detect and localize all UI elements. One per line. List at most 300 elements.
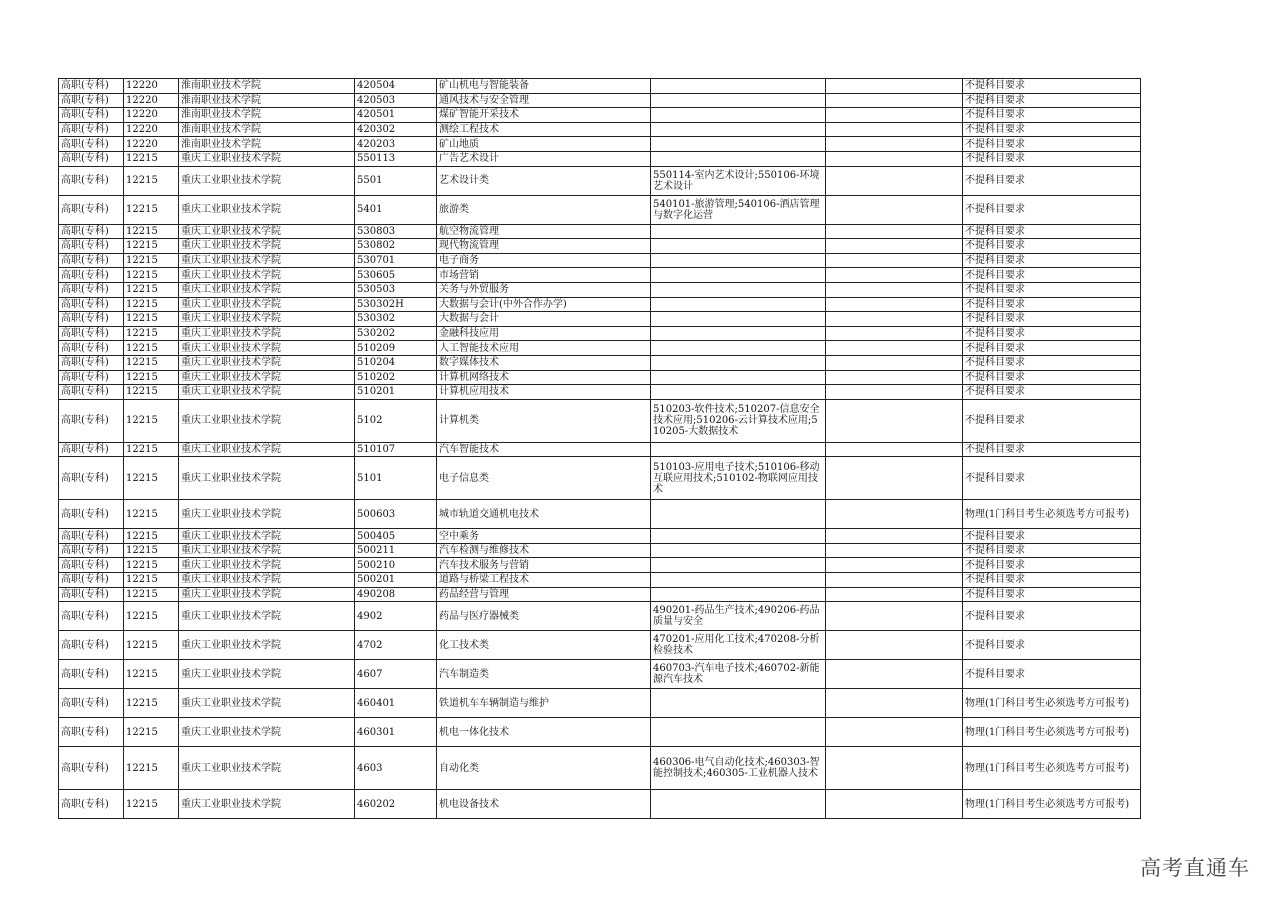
school-name-cell: 重庆工业职业技术学院	[179, 631, 355, 660]
note-cell	[826, 747, 963, 790]
subject-requirement-cell: 不提科目要求	[963, 268, 1141, 283]
level-cell: 高职(专科)	[59, 660, 124, 689]
school-name-cell: 重庆工业职业技术学院	[179, 355, 355, 370]
school-name-cell: 重庆工业职业技术学院	[179, 341, 355, 356]
major-name-cell: 药品经营与管理	[437, 587, 651, 602]
school-name-cell: 重庆工业职业技术学院	[179, 660, 355, 689]
major-code-cell: 4603	[355, 747, 437, 790]
note-cell	[826, 355, 963, 370]
note-cell	[826, 543, 963, 558]
table-row	[59, 442, 1141, 457]
subject-requirement-cell: 不提科目要求	[963, 660, 1141, 689]
table-row	[59, 166, 1141, 195]
major-name-cell: 金融科技应用	[437, 326, 651, 341]
table-row	[59, 500, 1141, 529]
level-cell: 高职(专科)	[59, 573, 124, 588]
level-cell: 高职(专科)	[59, 151, 124, 166]
school-name-cell: 重庆工业职业技术学院	[179, 587, 355, 602]
major-code-cell: 490208	[355, 587, 437, 602]
note-cell	[826, 500, 963, 529]
table-row	[59, 297, 1141, 312]
school-code-cell: 12220	[124, 122, 179, 137]
level-cell: 高职(专科)	[59, 93, 124, 108]
subject-requirement-cell: 不提科目要求	[963, 385, 1141, 400]
included-majors-cell	[651, 79, 826, 94]
included-majors-cell	[651, 108, 826, 123]
included-majors-cell	[651, 268, 826, 283]
table-row	[59, 631, 1141, 660]
note-cell	[826, 718, 963, 747]
level-cell: 高职(专科)	[59, 631, 124, 660]
table-row	[59, 195, 1141, 224]
level-cell: 高职(专科)	[59, 370, 124, 385]
subject-requirement-cell: 物理(1门科目考生必须选考方可报考)	[963, 689, 1141, 718]
school-code-cell: 12220	[124, 79, 179, 94]
note-cell	[826, 573, 963, 588]
note-cell	[826, 239, 963, 254]
major-code-cell: 510201	[355, 385, 437, 400]
level-cell: 高职(专科)	[59, 137, 124, 152]
subject-requirement-cell: 物理(1门科目考生必须选考方可报考)	[963, 747, 1141, 790]
major-name-cell: 广告艺术设计	[437, 151, 651, 166]
subject-requirement-cell: 不提科目要求	[963, 558, 1141, 573]
level-cell: 高职(专科)	[59, 718, 124, 747]
level-cell: 高职(专科)	[59, 457, 124, 500]
level-cell: 高职(专科)	[59, 166, 124, 195]
note-cell	[826, 297, 963, 312]
subject-requirement-cell: 不提科目要求	[963, 297, 1141, 312]
major-name-cell: 旅游类	[437, 195, 651, 224]
school-code-cell: 12220	[124, 93, 179, 108]
level-cell: 高职(专科)	[59, 195, 124, 224]
major-name-cell: 汽车智能技术	[437, 442, 651, 457]
school-name-cell: 重庆工业职业技术学院	[179, 195, 355, 224]
level-cell: 高职(专科)	[59, 239, 124, 254]
included-majors-cell	[651, 137, 826, 152]
watermark-logo: 高考直通车	[1140, 856, 1250, 880]
level-cell: 高职(专科)	[59, 399, 124, 442]
major-code-cell: 510204	[355, 355, 437, 370]
major-code-cell: 550113	[355, 151, 437, 166]
level-cell: 高职(专科)	[59, 689, 124, 718]
school-code-cell: 12215	[124, 326, 179, 341]
major-name-cell: 测绘工程技术	[437, 122, 651, 137]
note-cell	[826, 268, 963, 283]
table-row	[59, 137, 1141, 152]
subject-requirement-cell: 不提科目要求	[963, 370, 1141, 385]
table-body	[59, 79, 1141, 819]
school-code-cell: 12215	[124, 151, 179, 166]
major-code-cell: 420504	[355, 79, 437, 94]
table-row	[59, 282, 1141, 297]
major-name-cell: 机电设备技术	[437, 790, 651, 819]
school-name-cell: 淮南职业技术学院	[179, 137, 355, 152]
included-majors-cell	[651, 239, 826, 254]
school-code-cell: 12220	[124, 108, 179, 123]
note-cell	[826, 166, 963, 195]
table-row	[59, 268, 1141, 283]
school-name-cell: 重庆工业职业技术学院	[179, 558, 355, 573]
school-code-cell: 12215	[124, 385, 179, 400]
major-name-cell: 计算机应用技术	[437, 385, 651, 400]
major-code-cell: 460202	[355, 790, 437, 819]
school-code-cell: 12215	[124, 370, 179, 385]
table-row	[59, 122, 1141, 137]
level-cell: 高职(专科)	[59, 747, 124, 790]
subject-requirement-cell: 不提科目要求	[963, 312, 1141, 327]
school-code-cell: 12215	[124, 457, 179, 500]
included-majors-cell	[651, 326, 826, 341]
major-code-cell: 530302H	[355, 297, 437, 312]
major-code-cell: 4902	[355, 602, 437, 631]
table-row	[59, 790, 1141, 819]
school-code-cell: 12215	[124, 442, 179, 457]
level-cell: 高职(专科)	[59, 442, 124, 457]
school-code-cell: 12215	[124, 660, 179, 689]
included-majors-cell	[651, 442, 826, 457]
included-majors-cell	[651, 122, 826, 137]
school-name-cell: 淮南职业技术学院	[179, 79, 355, 94]
note-cell	[826, 660, 963, 689]
school-code-cell: 12215	[124, 253, 179, 268]
level-cell: 高职(专科)	[59, 602, 124, 631]
subject-requirement-cell: 不提科目要求	[963, 457, 1141, 500]
major-name-cell: 人工智能技术应用	[437, 341, 651, 356]
major-name-cell: 机电一体化技术	[437, 718, 651, 747]
included-majors-cell: 490201-药品生产技术;490206-药品质量与安全	[651, 602, 826, 631]
included-majors-cell	[651, 500, 826, 529]
level-cell: 高职(专科)	[59, 529, 124, 544]
major-code-cell: 530503	[355, 282, 437, 297]
subject-requirement-cell: 不提科目要求	[963, 529, 1141, 544]
note-cell	[826, 689, 963, 718]
school-code-cell: 12215	[124, 224, 179, 239]
included-majors-cell	[651, 341, 826, 356]
note-cell	[826, 108, 963, 123]
subject-requirement-cell: 物理(1门科目考生必须选考方可报考)	[963, 718, 1141, 747]
level-cell: 高职(专科)	[59, 385, 124, 400]
major-name-cell: 铁道机车车辆制造与维护	[437, 689, 651, 718]
school-name-cell: 重庆工业职业技术学院	[179, 529, 355, 544]
major-name-cell: 化工技术类	[437, 631, 651, 660]
level-cell: 高职(专科)	[59, 282, 124, 297]
level-cell: 高职(专科)	[59, 558, 124, 573]
school-name-cell: 重庆工业职业技术学院	[179, 253, 355, 268]
included-majors-cell	[651, 151, 826, 166]
major-code-cell: 420501	[355, 108, 437, 123]
school-code-cell: 12220	[124, 137, 179, 152]
school-name-cell: 淮南职业技术学院	[179, 122, 355, 137]
table-row	[59, 718, 1141, 747]
note-cell	[826, 587, 963, 602]
level-cell: 高职(专科)	[59, 224, 124, 239]
table-row	[59, 689, 1141, 718]
included-majors-cell	[651, 790, 826, 819]
table-row	[59, 457, 1141, 500]
note-cell	[826, 122, 963, 137]
subject-requirement-cell: 不提科目要求	[963, 253, 1141, 268]
major-code-cell: 530605	[355, 268, 437, 283]
level-cell: 高职(专科)	[59, 790, 124, 819]
subject-requirement-cell: 不提科目要求	[963, 137, 1141, 152]
school-code-cell: 12215	[124, 282, 179, 297]
major-name-cell: 汽车检测与维修技术	[437, 543, 651, 558]
table-row	[59, 529, 1141, 544]
subject-requirement-cell: 不提科目要求	[963, 631, 1141, 660]
major-name-cell: 电子信息类	[437, 457, 651, 500]
school-code-cell: 12215	[124, 543, 179, 558]
school-name-cell: 重庆工业职业技术学院	[179, 239, 355, 254]
major-name-cell: 艺术设计类	[437, 166, 651, 195]
school-code-cell: 12215	[124, 341, 179, 356]
major-name-cell: 数字媒体技术	[437, 355, 651, 370]
major-name-cell: 道路与桥梁工程技术	[437, 573, 651, 588]
school-code-cell: 12215	[124, 602, 179, 631]
subject-requirement-cell: 不提科目要求	[963, 166, 1141, 195]
school-code-cell: 12215	[124, 312, 179, 327]
major-code-cell: 4607	[355, 660, 437, 689]
table-row	[59, 253, 1141, 268]
table-row	[59, 79, 1141, 94]
school-name-cell: 重庆工业职业技术学院	[179, 747, 355, 790]
included-majors-cell	[651, 93, 826, 108]
school-code-cell: 12215	[124, 529, 179, 544]
included-majors-cell: 540101-旅游管理;540106-酒店管理与数字化运营	[651, 195, 826, 224]
included-majors-cell	[651, 224, 826, 239]
level-cell: 高职(专科)	[59, 500, 124, 529]
level-cell: 高职(专科)	[59, 108, 124, 123]
school-name-cell: 重庆工业职业技术学院	[179, 790, 355, 819]
note-cell	[826, 253, 963, 268]
included-majors-cell	[651, 253, 826, 268]
major-code-cell: 460301	[355, 718, 437, 747]
table-row	[59, 558, 1141, 573]
level-cell: 高职(专科)	[59, 341, 124, 356]
table-row	[59, 385, 1141, 400]
note-cell	[826, 93, 963, 108]
level-cell: 高职(专科)	[59, 122, 124, 137]
major-code-cell: 420302	[355, 122, 437, 137]
major-code-cell: 510209	[355, 341, 437, 356]
included-majors-cell	[651, 355, 826, 370]
level-cell: 高职(专科)	[59, 297, 124, 312]
school-code-cell: 12215	[124, 747, 179, 790]
note-cell	[826, 529, 963, 544]
included-majors-cell	[651, 587, 826, 602]
included-majors-cell	[651, 529, 826, 544]
level-cell: 高职(专科)	[59, 253, 124, 268]
subject-requirement-cell: 不提科目要求	[963, 442, 1141, 457]
subject-requirement-cell: 不提科目要求	[963, 341, 1141, 356]
included-majors-cell	[651, 297, 826, 312]
included-majors-cell	[651, 689, 826, 718]
subject-requirement-cell: 不提科目要求	[963, 122, 1141, 137]
school-name-cell: 重庆工业职业技术学院	[179, 573, 355, 588]
major-code-cell: 4702	[355, 631, 437, 660]
school-code-cell: 12215	[124, 558, 179, 573]
major-code-cell: 510107	[355, 442, 437, 457]
major-name-cell: 大数据与会计	[437, 312, 651, 327]
major-code-cell: 420503	[355, 93, 437, 108]
subject-requirement-cell: 不提科目要求	[963, 602, 1141, 631]
table-row	[59, 224, 1141, 239]
included-majors-cell	[651, 543, 826, 558]
major-code-cell: 5501	[355, 166, 437, 195]
note-cell	[826, 442, 963, 457]
included-majors-cell	[651, 558, 826, 573]
school-name-cell: 重庆工业职业技术学院	[179, 282, 355, 297]
school-name-cell: 重庆工业职业技术学院	[179, 166, 355, 195]
included-majors-cell: 460306-电气自动化技术;460303-智能控制技术;460305-工业机器人技术	[651, 747, 826, 790]
major-name-cell: 计算机网络技术	[437, 370, 651, 385]
level-cell: 高职(专科)	[59, 587, 124, 602]
school-code-cell: 12215	[124, 166, 179, 195]
note-cell	[826, 631, 963, 660]
table-row	[59, 660, 1141, 689]
included-majors-cell	[651, 385, 826, 400]
subject-requirement-cell: 物理(1门科目考生必须选考方可报考)	[963, 790, 1141, 819]
school-code-cell: 12215	[124, 790, 179, 819]
school-code-cell: 12215	[124, 689, 179, 718]
major-name-cell: 通风技术与安全管理	[437, 93, 651, 108]
school-name-cell: 重庆工业职业技术学院	[179, 602, 355, 631]
major-code-cell: 500201	[355, 573, 437, 588]
major-name-cell: 计算机类	[437, 399, 651, 442]
note-cell	[826, 457, 963, 500]
included-majors-cell: 460703-汽车电子技术;460702-新能源汽车技术	[651, 660, 826, 689]
table-row	[59, 151, 1141, 166]
major-code-cell: 5101	[355, 457, 437, 500]
major-name-cell: 电子商务	[437, 253, 651, 268]
included-majors-cell	[651, 718, 826, 747]
note-cell	[826, 602, 963, 631]
level-cell: 高职(专科)	[59, 312, 124, 327]
note-cell	[826, 79, 963, 94]
major-code-cell: 530803	[355, 224, 437, 239]
subject-requirement-cell: 不提科目要求	[963, 108, 1141, 123]
included-majors-cell: 510203-软件技术;510207-信息安全技术应用;510206-云计算技术应用;510205-大数据技术	[651, 399, 826, 442]
major-name-cell: 药品与医疗器械类	[437, 602, 651, 631]
school-code-cell: 12215	[124, 573, 179, 588]
school-name-cell: 重庆工业职业技术学院	[179, 370, 355, 385]
major-code-cell: 5401	[355, 195, 437, 224]
school-name-cell: 重庆工业职业技术学院	[179, 326, 355, 341]
note-cell	[826, 282, 963, 297]
major-name-cell: 矿山机电与智能装备	[437, 79, 651, 94]
major-code-cell: 500210	[355, 558, 437, 573]
school-code-cell: 12215	[124, 587, 179, 602]
school-name-cell: 淮南职业技术学院	[179, 93, 355, 108]
school-code-cell: 12215	[124, 718, 179, 747]
major-code-cell: 500211	[355, 543, 437, 558]
note-cell	[826, 341, 963, 356]
included-majors-cell	[651, 573, 826, 588]
table-row	[59, 399, 1141, 442]
table-row	[59, 747, 1141, 790]
school-name-cell: 重庆工业职业技术学院	[179, 399, 355, 442]
note-cell	[826, 224, 963, 239]
admission-table	[58, 78, 1141, 819]
table-row	[59, 93, 1141, 108]
major-code-cell: 530802	[355, 239, 437, 254]
major-code-cell: 420203	[355, 137, 437, 152]
major-name-cell: 煤矿智能开采技术	[437, 108, 651, 123]
school-code-cell: 12215	[124, 631, 179, 660]
subject-requirement-cell: 不提科目要求	[963, 587, 1141, 602]
subject-requirement-cell: 不提科目要求	[963, 399, 1141, 442]
major-code-cell: 460401	[355, 689, 437, 718]
subject-requirement-cell: 不提科目要求	[963, 79, 1141, 94]
major-code-cell: 530202	[355, 326, 437, 341]
subject-requirement-cell: 不提科目要求	[963, 282, 1141, 297]
school-name-cell: 淮南职业技术学院	[179, 108, 355, 123]
major-name-cell: 现代物流管理	[437, 239, 651, 254]
subject-requirement-cell: 不提科目要求	[963, 543, 1141, 558]
school-code-cell: 12215	[124, 268, 179, 283]
table-row	[59, 312, 1141, 327]
subject-requirement-cell: 不提科目要求	[963, 355, 1141, 370]
major-code-cell: 5102	[355, 399, 437, 442]
subject-requirement-cell: 不提科目要求	[963, 326, 1141, 341]
school-code-cell: 12215	[124, 195, 179, 224]
school-name-cell: 重庆工业职业技术学院	[179, 312, 355, 327]
major-name-cell: 汽车制造类	[437, 660, 651, 689]
table-row	[59, 326, 1141, 341]
school-name-cell: 重庆工业职业技术学院	[179, 385, 355, 400]
included-majors-cell	[651, 282, 826, 297]
level-cell: 高职(专科)	[59, 326, 124, 341]
subject-requirement-cell: 不提科目要求	[963, 224, 1141, 239]
table-row	[59, 573, 1141, 588]
note-cell	[826, 370, 963, 385]
school-code-cell: 12215	[124, 399, 179, 442]
note-cell	[826, 195, 963, 224]
included-majors-cell: 550114-室内艺术设计;550106-环境艺术设计	[651, 166, 826, 195]
major-name-cell: 关务与外贸服务	[437, 282, 651, 297]
major-code-cell: 500405	[355, 529, 437, 544]
table-row	[59, 239, 1141, 254]
major-code-cell: 530302	[355, 312, 437, 327]
major-name-cell: 汽车技术服务与营销	[437, 558, 651, 573]
note-cell	[826, 790, 963, 819]
subject-requirement-cell: 物理(1门科目考生必须选考方可报考)	[963, 500, 1141, 529]
table-row	[59, 587, 1141, 602]
table-row	[59, 108, 1141, 123]
note-cell	[826, 137, 963, 152]
subject-requirement-cell: 不提科目要求	[963, 195, 1141, 224]
subject-requirement-cell: 不提科目要求	[963, 573, 1141, 588]
included-majors-cell: 470201-应用化工技术;470208-分析检验技术	[651, 631, 826, 660]
note-cell	[826, 399, 963, 442]
school-name-cell: 重庆工业职业技术学院	[179, 268, 355, 283]
level-cell: 高职(专科)	[59, 355, 124, 370]
school-code-cell: 12215	[124, 500, 179, 529]
school-code-cell: 12215	[124, 355, 179, 370]
subject-requirement-cell: 不提科目要求	[963, 239, 1141, 254]
included-majors-cell	[651, 312, 826, 327]
table-row	[59, 355, 1141, 370]
level-cell: 高职(专科)	[59, 543, 124, 558]
subject-requirement-cell: 不提科目要求	[963, 151, 1141, 166]
major-name-cell: 矿山地质	[437, 137, 651, 152]
note-cell	[826, 385, 963, 400]
note-cell	[826, 151, 963, 166]
school-name-cell: 重庆工业职业技术学院	[179, 151, 355, 166]
major-name-cell: 城市轨道交通机电技术	[437, 500, 651, 529]
school-name-cell: 重庆工业职业技术学院	[179, 718, 355, 747]
note-cell	[826, 312, 963, 327]
major-name-cell: 市场营销	[437, 268, 651, 283]
